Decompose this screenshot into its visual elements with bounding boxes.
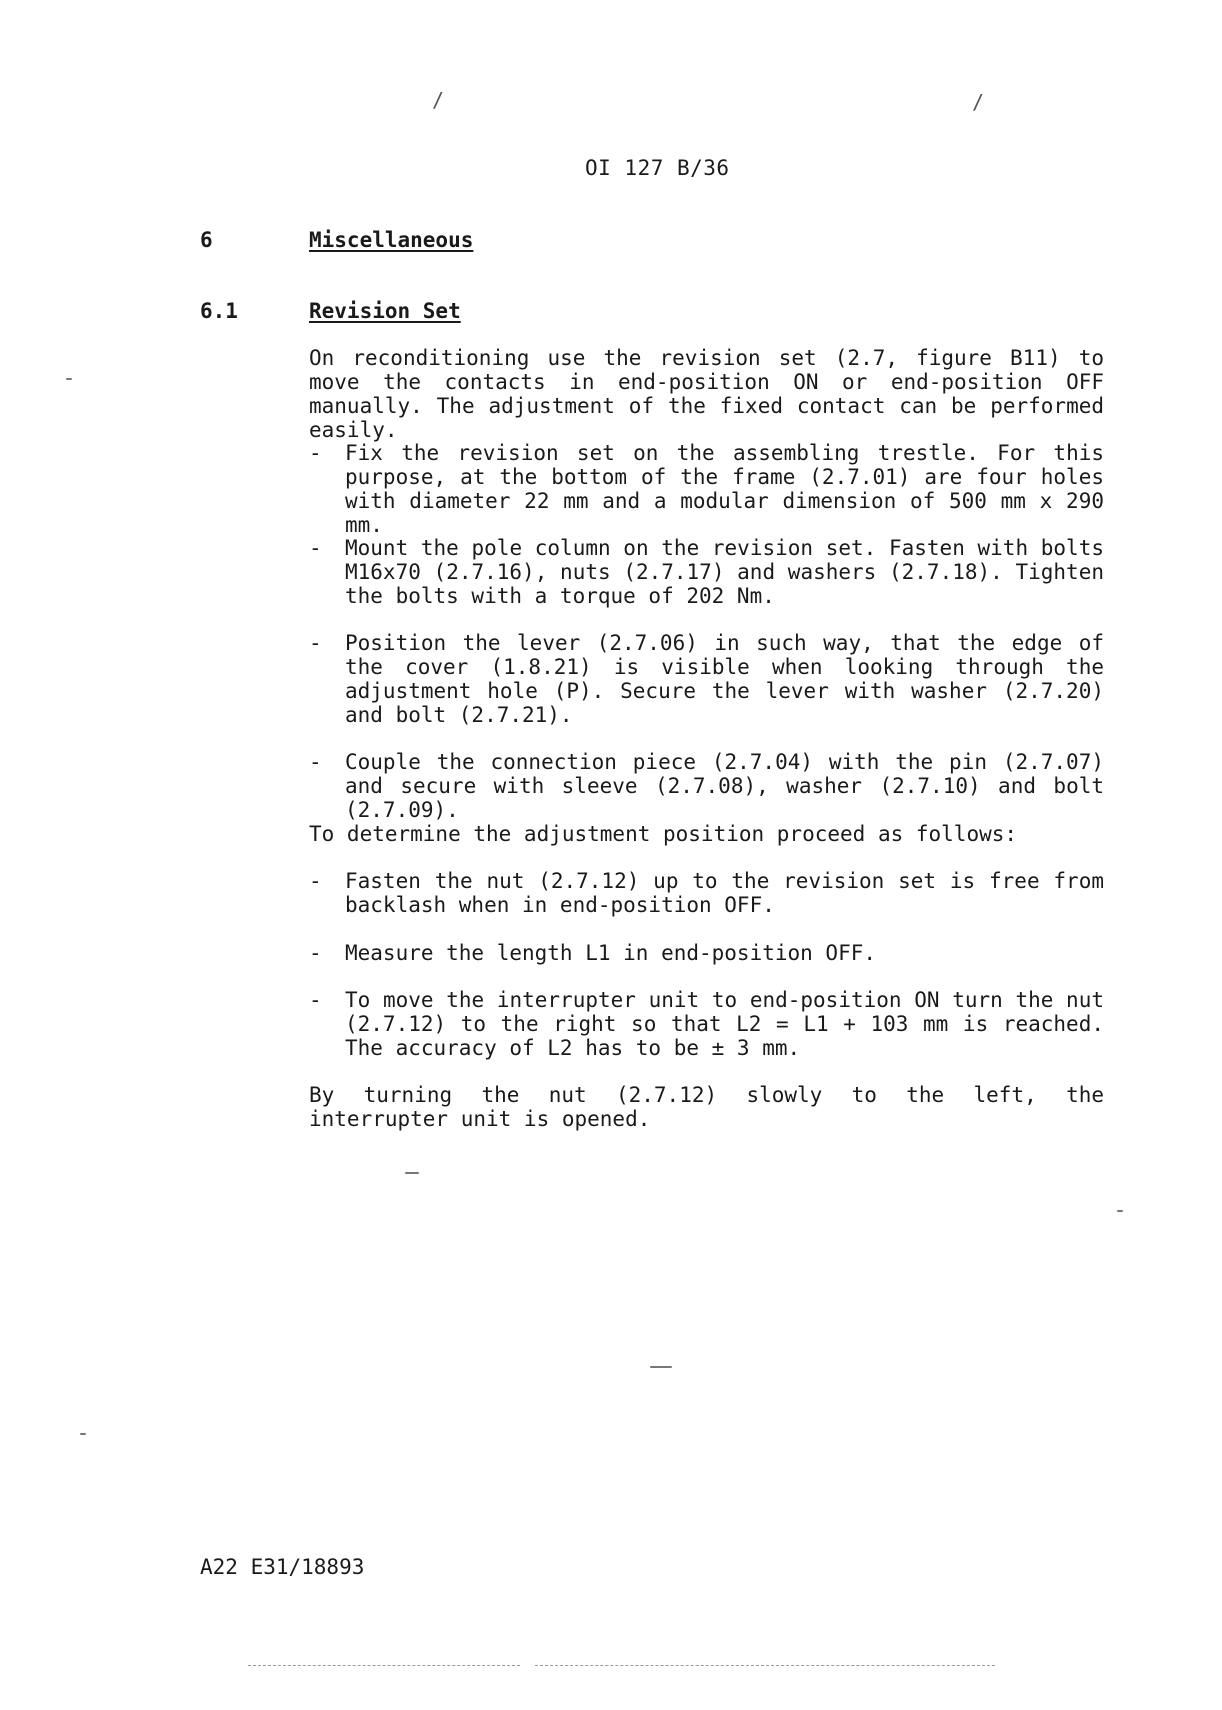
scan-slash-mark: / [972,90,985,114]
bullet-text: Measure the length L1 in end-position OFF. [345,941,877,965]
scan-line [248,1665,520,1666]
scan-speck [405,1172,419,1174]
bullet-dash: - [309,750,322,774]
bullet-dash: - [309,941,322,965]
subsection-number: 6.1 [200,299,238,323]
bullet-text: Couple the connection piece (2.7.04) with the pin (2.7.07) and secure with sleeve (2.7.08), washer (2.7.10) and bolt (2.7.09). [345,750,1104,822]
scan-speck [650,1366,672,1368]
bullet-text: To move the interrupter unit to end-position ON turn the nut (2.7.12) to the right so that L2 = L1 + 103 mm is reached. The accuracy of L2 has to be ± 3 mm. [345,988,1104,1060]
section-title: Miscellaneous [309,228,474,252]
bullet-dash: - [309,441,322,465]
bullet-text: Fix the revision set on the assembling trestle. For this purpose, at the bottom of the frame (2.7.01) are four holes with diameter 22 mm and a modular dimension of 500 mm x 290 mm. [345,441,1104,537]
bullet-text: Fasten the nut (2.7.12) up to the revision set is free from backlash when in end-position OFF. [345,869,1104,917]
bullet-dash: - [309,869,322,893]
section-number: 6 [200,228,213,252]
scan-speck [66,378,72,380]
intro-paragraph: On reconditioning use the revision set (2.7, figure B11) to move the contacts in end-position ON or end-position OFF manually. The adjustment of the fixed contact can be performed easily. [309,346,1104,442]
scan-speck [1117,1210,1123,1212]
procedure-intro: To determine the adjustment position proceed as follows: [309,822,1018,846]
bullet-dash: - [309,631,322,655]
bullet-text: Position the lever (2.7.06) in such way, that the edge of the cover (1.8.21) is visible when looking through the adjustment hole (P). Secure the lever with washer (2.7.20) and bolt (2.7.21). [345,631,1104,727]
scan-line [535,1665,995,1666]
closing-paragraph: By turning the nut (2.7.12) slowly to the left, the interrupter unit is opened. [309,1083,1104,1131]
footer-reference: A22 E31/18893 [200,1555,365,1579]
subsection-title: Revision Set [309,299,461,323]
bullet-dash: - [309,536,322,560]
document-reference: OI 127 B/36 [585,156,730,180]
bullet-dash: - [309,988,322,1012]
scan-speck [80,1433,86,1435]
scan-slash-mark: / [432,88,445,112]
bullet-text: Mount the pole column on the revision set. Fasten with bolts M16x70 (2.7.16), nuts (2.7.17) and washers (2.7.18). Tighten the bolts with a torque of 202 Nm. [345,536,1104,608]
